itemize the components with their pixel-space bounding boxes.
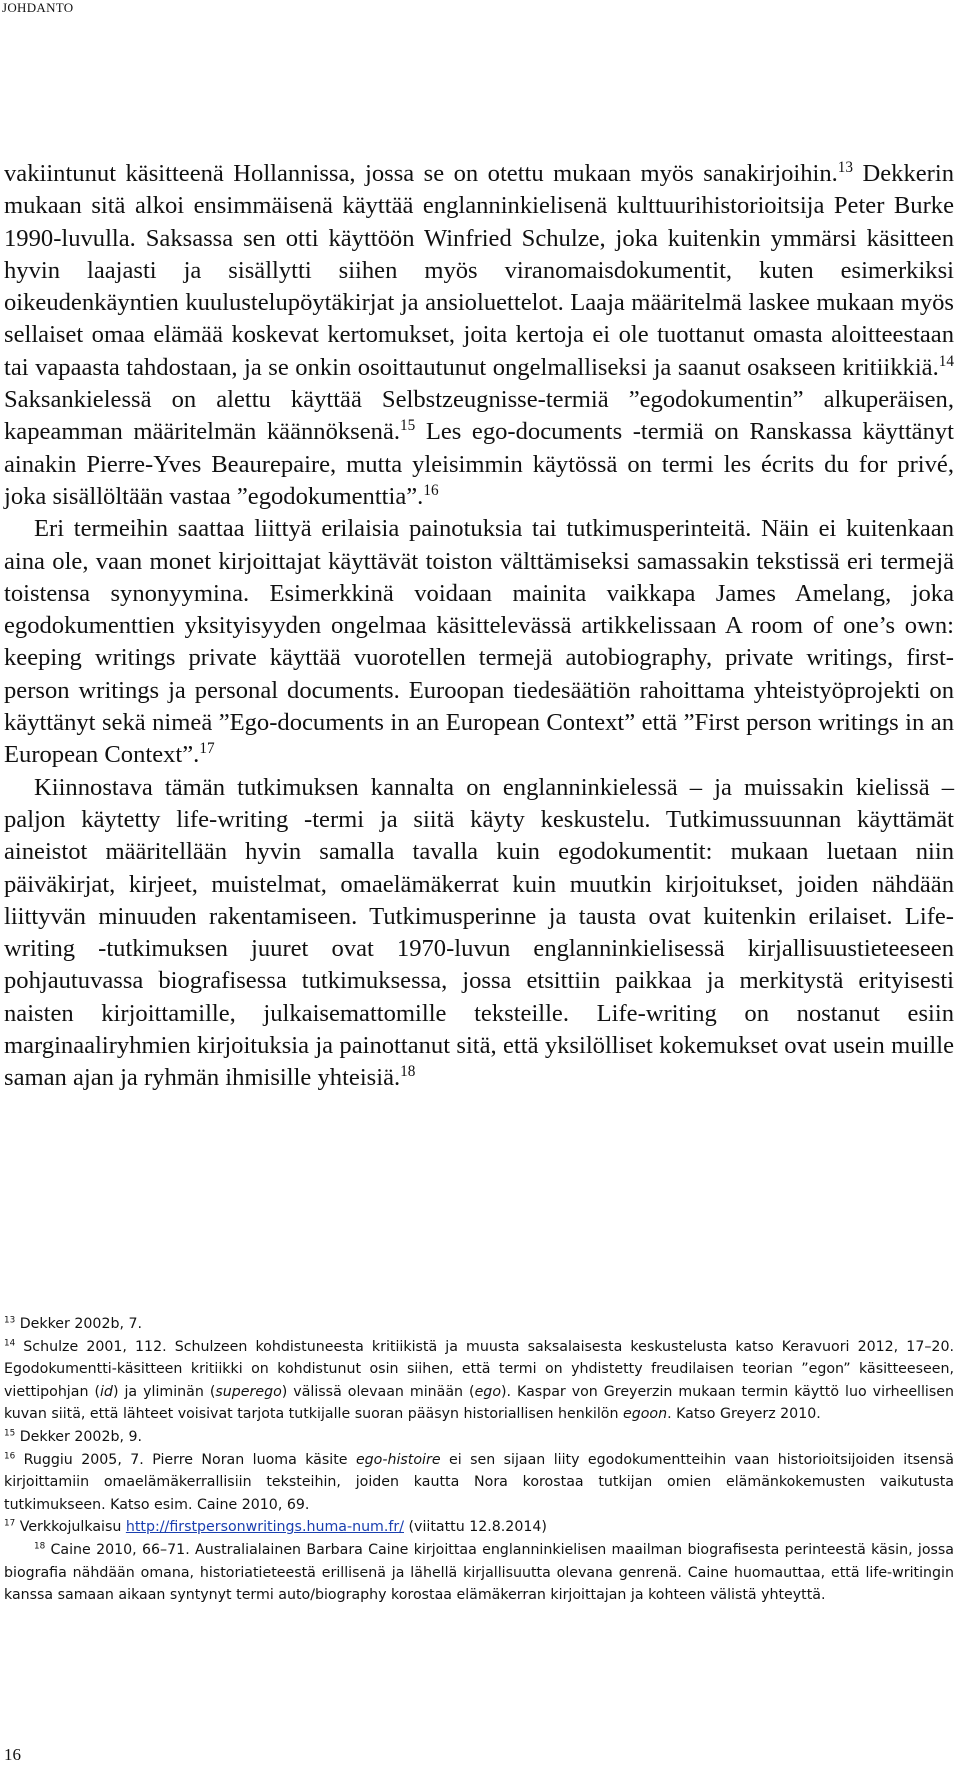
footnote-italic: egoon <box>622 1406 668 1423</box>
footnote-italic: ego-histoire <box>355 1451 441 1468</box>
footnote-ref[interactable]: 14 <box>938 352 954 370</box>
paragraph <box>4 158 954 513</box>
footnote-ref[interactable]: 15 <box>400 417 416 435</box>
footnote-italic: superego <box>215 1383 282 1400</box>
paragraph-text: vakiintunut käsitteenä Hollannissa, jossa se on otettu mukaan myös sanakirjoihin. <box>4 160 838 187</box>
footnote-text: Ruggiu 2005, 7. Pierre Noran luoma käsite <box>15 1451 356 1468</box>
footnote-number: 16 <box>4 1451 16 1462</box>
footnote-italic: id <box>99 1383 113 1400</box>
footnote-number: 15 <box>4 1428 16 1439</box>
footnote-text: ) välissä olevaan minään ( <box>281 1383 475 1400</box>
paragraph-text: Kiinnostava tämän tutkimuksen kannalta on englanninkielessä – ja muissakin kielissä – paljon käytetty life-writing -termi ja siitä käyty keskustelu. Tutkimussuunnan käyttämät aineistot määritellään hyvin samalla tavalla kuin egodokumentit: mukaan luetaan niin päiväkirjat, kirjeet, muistelmat, omaelämäkerrat kuin muutkin kirjoitukset, joiden nähdään liittyvän minuuden rakentamiseen. Tutkimusperinne ja tausta ovat kuitenkin erilaiset. Life-writing -tutkimuksen juuret ovat 1970-luvun englanninkielisessä kirjallisuustieteeseen pohjautuvassa biografisessa tutkimuksessa, jossa etsittiin paikkaa ja merkitystä erityisesti naisten kirjoittamille, julkaisemattomille teksteille. Life-writing on nostanut esiin marginaaliryhmien kirjoituksia ja painottanut sitä, että yksilölliset kokemukset ovat usein muille saman ajan ja ryhmän ihmisille yhteisiä. <box>4 773 954 1092</box>
footnote-text: Schulze 2001, 112. Schulzeen kohdistuneesta kritiikistä ja muusta saksalaisesta keskustelusta katso Keravuori 2012, 17–20. Egodokumentti-käsitteen kritiikki on kohdistunut osin siihen, että termi on yhdistetty freudilaisen teorian ”egon” käsitteeseen, viettipohjan ( <box>4 1338 954 1400</box>
footnote-number: 14 <box>4 1338 16 1349</box>
footnote-ref[interactable]: 18 <box>400 1063 416 1081</box>
footnote-number: 17 <box>4 1519 16 1530</box>
footnotes <box>4 1313 954 1607</box>
footnote-text: Caine 2010, 66–71. Australialainen Barbara Caine kirjoittaa englanninkielisen maailman biografisesta perinteestä käsin, jossa biografia nähdään omana, historiatieteestä erillisenä ja lähellä kirjallisuutta olevana genrenä. Caine huomauttaa, että life-writingin kanssa samaan aikaan syntynyt termi auto/biography korostaa elämäkerran kirjoittajan ja kohteen välistä yhteyttä. <box>4 1541 954 1604</box>
footnote-text: Dekker 2002b, 9. <box>15 1428 143 1445</box>
footnote-text: Verkkojulkaisu <box>15 1519 126 1536</box>
footnote-text: (viitattu 12.8.2014) <box>404 1519 547 1536</box>
footnote <box>4 1426 954 1449</box>
footnote-text: ). Kaspar von Greyerzin mukaan termin käyttö luo virheellisen kuvan siitä, että lähteet voisivat tarjota tutkijalle suoran pääsyn historiallisen henkilön <box>4 1383 954 1423</box>
running-head: JOHDANTO <box>2 0 74 15</box>
paragraph <box>4 513 954 771</box>
paragraph <box>4 772 954 1095</box>
footnote-text: ) ja yliminän ( <box>112 1383 216 1400</box>
footnote-number: 13 <box>4 1315 16 1326</box>
footnote-link[interactable]: http://firstpersonwritings.huma-num.fr/ <box>125 1519 404 1536</box>
footnote <box>4 1449 954 1517</box>
footnote <box>4 1539 954 1607</box>
footnote <box>4 1336 954 1426</box>
paragraph-text: Les ego-documents -termiä on Ranskassa käyttänyt ainakin Pierre-Yves Beaurepaire, mutta yleisimmin käytössä on termi les écrits du for privé, joka sisällöltään vastaa ”egodokumenttia”. <box>4 418 954 510</box>
page-number: 16 <box>4 1745 21 1764</box>
footnote-text: . Katso Greyerz 2010. <box>667 1406 821 1423</box>
footnote <box>4 1313 954 1336</box>
footnote <box>4 1516 954 1539</box>
body-text <box>4 158 954 1095</box>
footnote-italic: ego <box>474 1383 501 1400</box>
footnote-ref[interactable]: 16 <box>423 481 439 499</box>
footnote-text: ei sen sijaan liity egodokumentteihin vaan historioitsijoiden itsensä kirjoittamiin omaelämäkerrallisiin teksteihin, joiden kautta Nora korostaa tutkijan omien elämänkokemusten vaikutusta tutkimukseen. Katso esim. Caine 2010, 69. <box>4 1451 954 1513</box>
paragraph-text: Dekkerin mukaan sitä alkoi ensimmäisenä käyttää englanninkielisenä kulttuurihistorioitsija Peter Burke 1990-luvulla. Saksassa sen otti käyttöön Winfried Schulze, joka kuitenkin ymmärsi käsitteen hyvin laajasti ja sisällytti siihen myös viranomaisdokumentit, kuten esimerkiksi oikeudenkäyntien kuulustelupöytäkirjat ja ansioluettelot. Laaja määritelmä laskee mukaan myös sellaiset omaa elämää koskevat kertomukset, joita kertoja ei ole tuottanut omasta aloitteestaan tai vapaasta tahdostaan, ja se onkin osoittautunut ongelmalliseksi ja saanut osakseen kritiikkiä. <box>4 160 954 381</box>
footnote-ref[interactable]: 13 <box>837 158 854 176</box>
footnote-ref[interactable]: 17 <box>199 740 215 758</box>
footnote-text: Dekker 2002b, 7. <box>15 1316 143 1332</box>
paragraph-text: Eri termeihin saattaa liittyä erilaisia painotuksia tai tutkimusperinteitä. Näin ei kuitenkaan aina ole, vaan monet kirjoittajat käyttävät toiston välttämiseksi samassakin tekstissä eri termejä toistensa synonyymina. Esimerkkinä voidaan mainita vaikkapa James Amelang, joka egodokumenttien yksityisyyden ongelmaa käsittelevässä artikkelissaan A room of one’s own: keeping writings private käyttää vuorotellen termejä autobiography, private writings, first-person writings ja personal documents. Euroopan tiedesäätiön rahoittama yhteistyöprojekti on käyttänyt sekä nimeä ”Ego-documents in an European Context” että ”First person writings in an European Context”. <box>4 515 954 769</box>
paragraph-text: Saksankielessä on alettu käyttää Selbstzeugnisse-termiä ”egodokumentin” alkuperäisen, kapeamman määritelmän käännöksenä. <box>4 386 954 446</box>
footnote-number: 18 <box>34 1541 46 1552</box>
